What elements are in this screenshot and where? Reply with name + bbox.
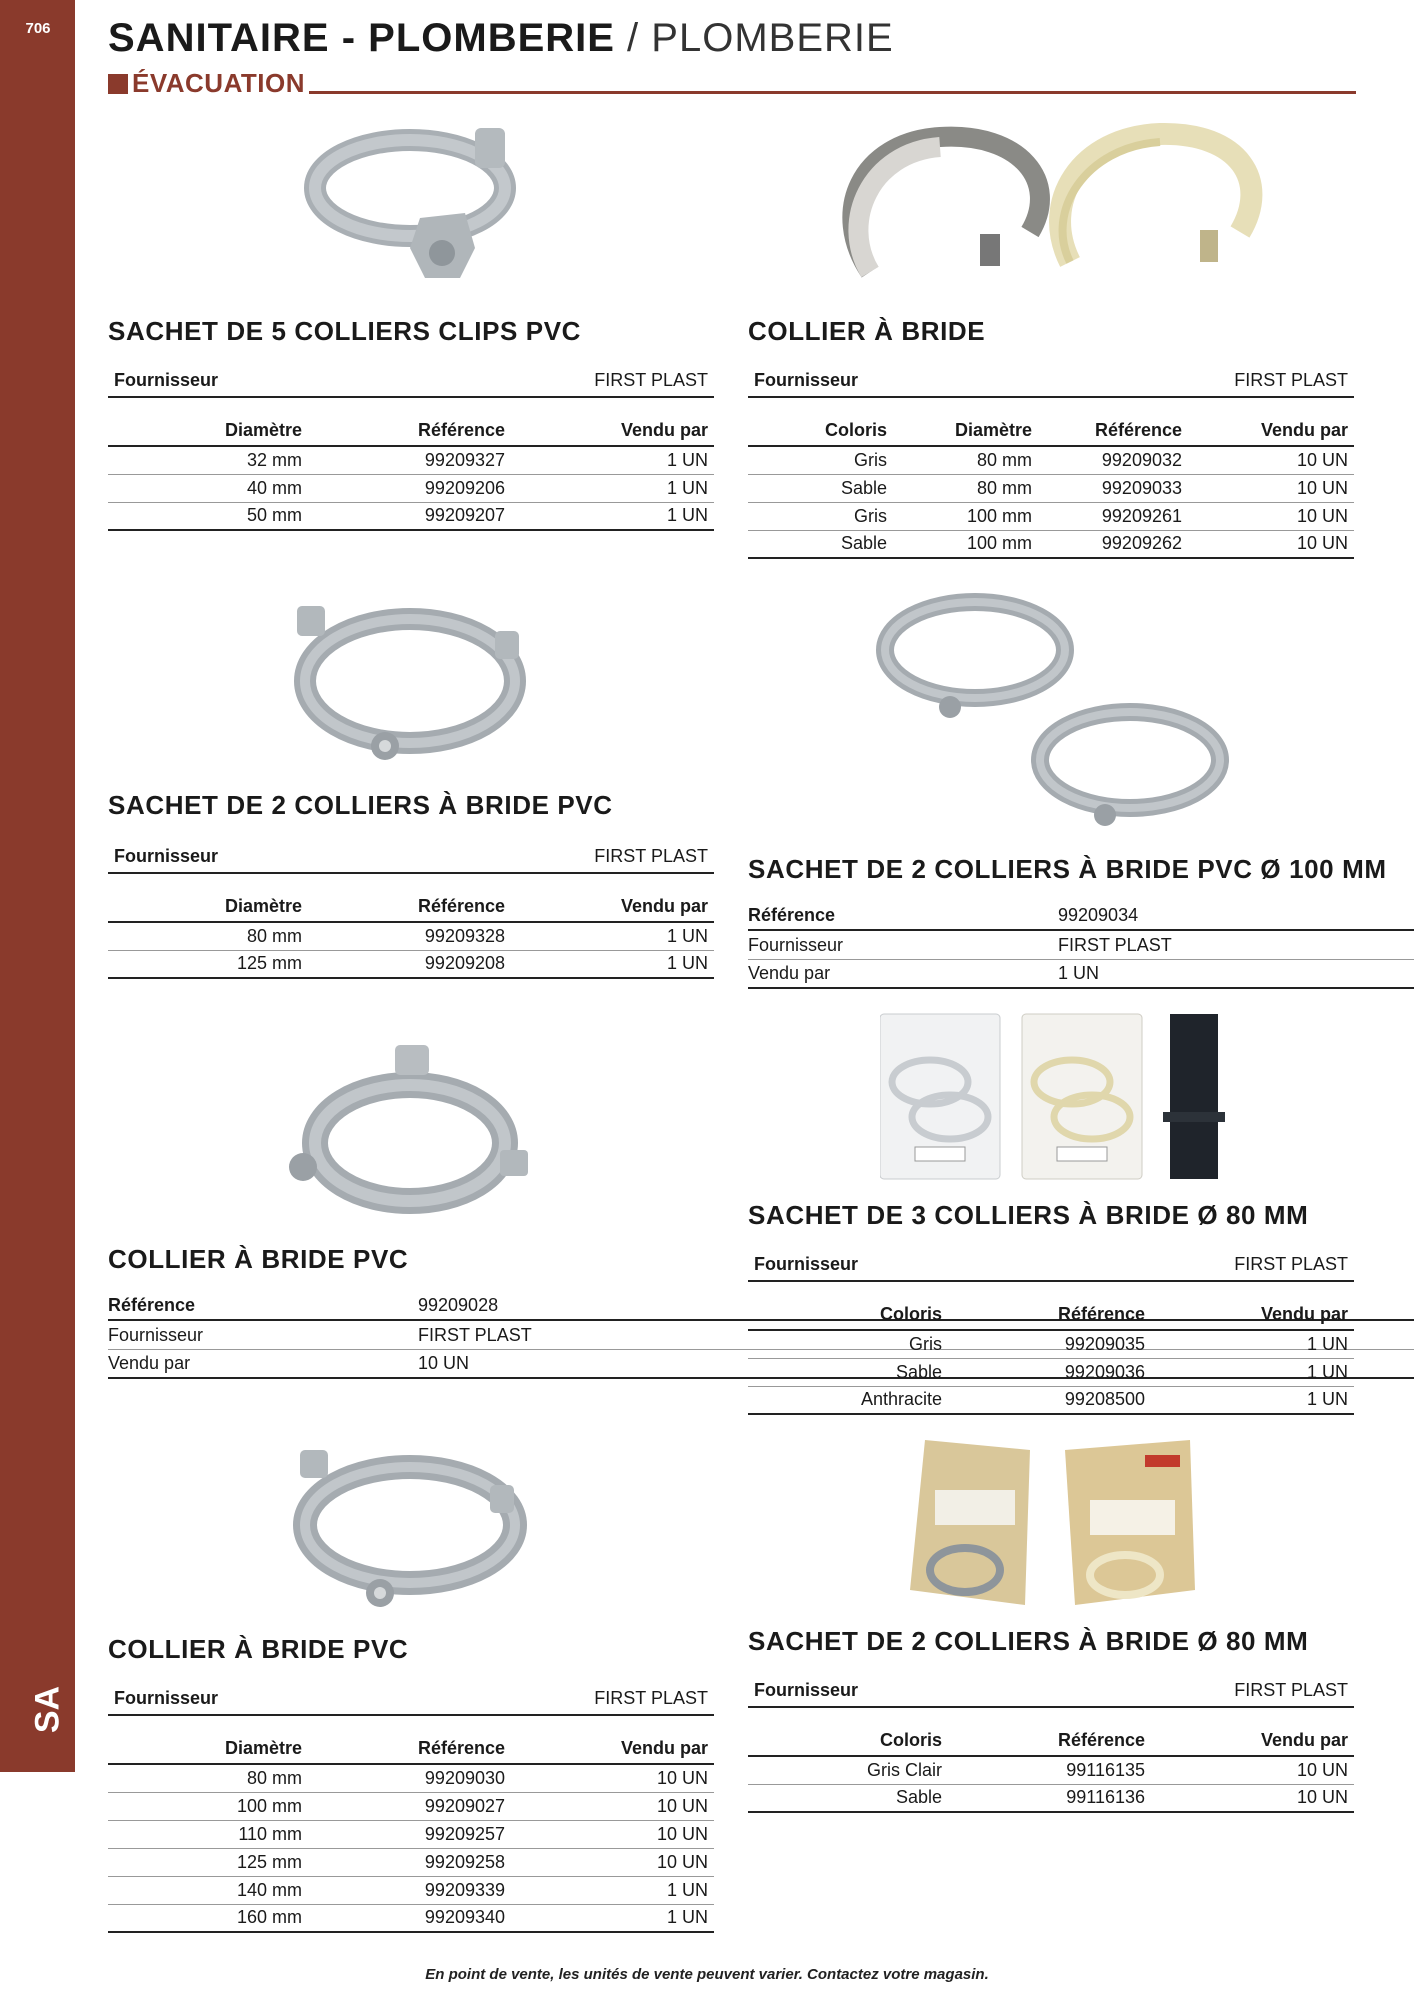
product-info-block [748,902,1414,989]
cell: 10 UN [1188,446,1354,474]
product-title: SACHET DE 3 COLLIERS À BRIDE Ø 80 MM [748,1200,1309,1230]
sold-by-label: Vendu par [108,1353,191,1373]
product-title: SACHET DE 5 COLLIERS CLIPS PVC [108,316,582,346]
cell: 1 UN [511,950,714,978]
cell: 99209206 [308,474,511,502]
section-square [108,74,128,94]
table-row [748,530,1354,558]
table-row [108,474,714,502]
cell: 99209328 [308,922,511,950]
product-table-block [748,364,1354,559]
cell: 10 UN [511,1764,714,1792]
section-header [108,68,1356,99]
table-row [108,1848,714,1876]
cell: 10 UN [1188,530,1354,558]
cell: 100 mm [108,1792,308,1820]
cell: 125 mm [108,1848,308,1876]
cell: 80 mm [108,922,308,950]
col-header: Diamètre [108,892,308,922]
supplier-value: FIRST PLAST [1058,934,1172,955]
footer-note: En point de vente, les unités de vente peuvent varier. Contactez votre magasin. [425,1966,989,1983]
bagged-collars-image [880,1012,1230,1182]
col-header: Coloris [748,1300,948,1330]
supplier-row [748,1674,1354,1708]
cell: 99209033 [1038,474,1188,502]
table-row [108,922,714,950]
cell: 110 mm [108,1820,308,1848]
cell: 80 mm [108,1764,308,1792]
col-header: Coloris [748,416,893,446]
product-table-block [108,1682,714,1933]
cell: Sable [748,1358,948,1386]
supplier-row [748,931,1414,960]
page-title-main: SANITAIRE - PLOMBERIE [108,16,615,60]
table-row [748,1784,1354,1812]
cell: 80 mm [893,446,1038,474]
sold-by-label: Vendu par [748,963,831,983]
cell: 10 UN [1188,474,1354,502]
supplier-label: Fournisseur [114,369,219,390]
cell: 125 mm [108,950,308,978]
supplier-row [748,1248,1354,1282]
cell: 32 mm [108,446,308,474]
packaged-collars-image [905,1440,1205,1610]
col-header: Vendu par [1188,416,1354,446]
table-row [748,474,1354,502]
collar-pvc-ring-image [285,1445,535,1615]
product-title: COLLIER À BRIDE PVC [108,1244,409,1274]
cell: 1 UN [511,1876,714,1904]
cell: 10 UN [511,1792,714,1820]
cell: 1 UN [511,1904,714,1932]
supplier-label: Fournisseur [754,369,859,390]
product-table-block [748,1674,1354,1813]
cell: Sable [748,530,893,558]
sold-by-row [748,960,1414,989]
cell: 99208500 [948,1386,1151,1414]
cell: 99209208 [308,950,511,978]
cell: 50 mm [108,502,308,530]
sold-by-value: 1 UN [1058,963,1100,983]
section-rule [309,91,1356,94]
cell: 99209032 [1038,446,1188,474]
cell: 10 UN [511,1820,714,1848]
col-header: Référence [1038,416,1188,446]
cell: 1 UN [1151,1386,1354,1414]
product-table-block [108,840,714,979]
cell: 99209027 [308,1792,511,1820]
table-row [108,1904,714,1932]
collar-ring-image [285,596,535,771]
table-row [748,1330,1354,1358]
cell: 40 mm [108,474,308,502]
cell: Sable [748,1784,948,1812]
cell: 99209030 [308,1764,511,1792]
col-header: Référence [948,1300,1151,1330]
cell: 99209036 [948,1358,1151,1386]
table-row [748,446,1354,474]
col-header: Vendu par [1151,1300,1354,1330]
col-header: Référence [308,1734,511,1764]
cell: Gris [748,502,893,530]
cell: Anthracite [748,1386,948,1414]
cell: 10 UN [1151,1784,1354,1812]
cell: 99209261 [1038,502,1188,530]
table-row [108,502,714,530]
cell: Gris [748,446,893,474]
table-row [108,446,714,474]
product-table-block [748,1248,1354,1415]
product-title: SACHET DE 2 COLLIERS À BRIDE PVC Ø 100 MM [748,854,1387,884]
col-header: Coloris [748,1726,948,1756]
page-title-sub: / PLOMBERIE [614,16,894,60]
cell: 99209035 [948,1330,1151,1358]
supplier-row [108,364,714,398]
cell: 10 UN [1188,502,1354,530]
cell: 99116135 [948,1756,1151,1784]
table-row [108,950,714,978]
supplier-label: Fournisseur [754,1253,859,1274]
table-row [748,1756,1354,1784]
ref-label: Référence [108,1295,196,1315]
product-title: COLLIER À BRIDE PVC [108,1634,409,1664]
supplier-label: Fournisseur [748,934,844,955]
cell: 99209257 [308,1820,511,1848]
cell: 1 UN [1151,1330,1354,1358]
clip-collar-image [300,118,540,288]
supplier-value: FIRST PLAST [1234,1679,1348,1700]
table-row [748,1386,1354,1414]
supplier-row [108,840,714,874]
col-header: Vendu par [511,1734,714,1764]
table-row [108,1820,714,1848]
cell: 160 mm [108,1904,308,1932]
cell: 99209262 [1038,530,1188,558]
supplier-value: FIRST PLAST [418,1324,532,1345]
supplier-label: Fournisseur [108,1324,204,1345]
supplier-value: FIRST PLAST [1234,1253,1348,1274]
col-header: Diamètre [108,1734,308,1764]
supplier-value: FIRST PLAST [594,1687,708,1708]
sold-by-value: 10 UN [418,1353,470,1373]
product-title: COLLIER À BRIDE [748,316,986,346]
ref-row [748,902,1414,931]
supplier-row [108,1682,714,1716]
col-header: Vendu par [511,416,714,446]
col-header: Vendu par [1151,1726,1354,1756]
cell: 99209327 [308,446,511,474]
product-title: SACHET DE 2 COLLIERS À BRIDE PVC [108,790,613,820]
page-number: 706 [25,20,51,37]
cell: 100 mm [893,530,1038,558]
col-header: Diamètre [893,416,1038,446]
cell: 100 mm [893,502,1038,530]
cell: 10 UN [1151,1756,1354,1784]
double-collar-image [870,585,1240,830]
cell: 99209340 [308,1904,511,1932]
cell: 1 UN [511,502,714,530]
table-row [748,502,1354,530]
supplier-value: FIRST PLAST [594,845,708,866]
table-row [748,1358,1354,1386]
col-header: Référence [308,416,511,446]
table-row [108,1764,714,1792]
ref-label: Référence [748,905,836,925]
collar-pvc-image [285,1045,535,1220]
cell: 99209339 [308,1876,511,1904]
table-row [108,1876,714,1904]
col-header: Référence [948,1726,1151,1756]
supplier-label: Fournisseur [114,1687,219,1708]
ref-value: 99209034 [1058,905,1139,925]
table-row [108,1792,714,1820]
cell: 10 UN [511,1848,714,1876]
cell: Gris Clair [748,1756,948,1784]
section-title: ÉVACUATION [132,68,306,98]
product-table [748,416,1354,559]
cell: 1 UN [511,474,714,502]
cell: 80 mm [893,474,1038,502]
side-tab-label: SA [28,1685,67,1734]
col-header: Référence [308,892,511,922]
col-header: Diamètre [108,416,308,446]
cell: 99209258 [308,1848,511,1876]
product-table [108,416,714,531]
ref-value: 99209028 [418,1295,499,1315]
cell: 1 UN [511,922,714,950]
page-title [108,16,894,61]
supplier-value: FIRST PLAST [594,369,708,390]
product-table [748,1726,1354,1813]
product-table [108,1734,714,1933]
supplier-value: FIRST PLAST [1234,369,1348,390]
product-table [108,892,714,979]
cell: Sable [748,474,893,502]
cell: 99116136 [948,1784,1151,1812]
cell: 99209207 [308,502,511,530]
supplier-row [748,364,1354,398]
side-strip [0,0,75,1772]
product-title: SACHET DE 2 COLLIERS À BRIDE Ø 80 MM [748,1626,1309,1656]
cell: Gris [748,1330,948,1358]
cell: 140 mm [108,1876,308,1904]
supplier-label: Fournisseur [754,1679,859,1700]
col-header: Vendu par [511,892,714,922]
product-table [748,1300,1354,1415]
supplier-label: Fournisseur [114,845,219,866]
product-table-block [108,364,714,531]
cell: 1 UN [511,446,714,474]
cell: 1 UN [1151,1358,1354,1386]
bride-collar-image [830,122,1280,297]
